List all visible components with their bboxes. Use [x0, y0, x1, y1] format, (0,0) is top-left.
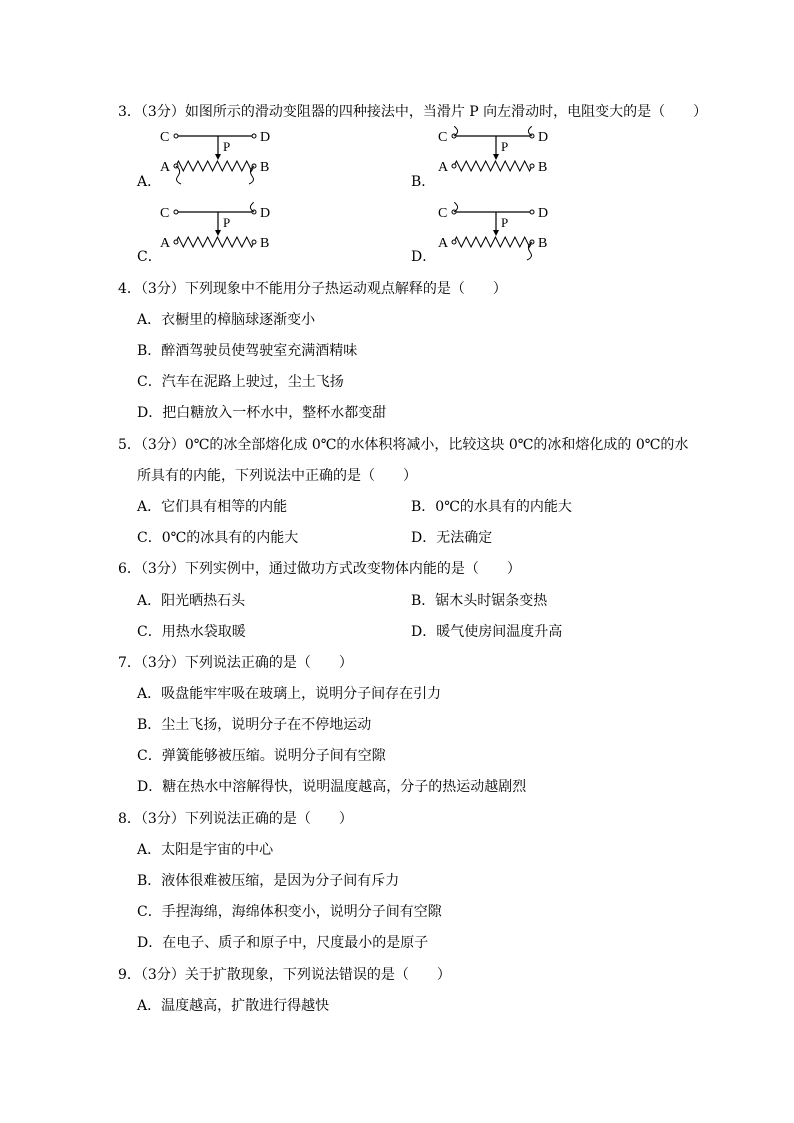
terminal-d-post [530, 210, 534, 214]
q8-option-c: C．手捏海绵，海绵体积变小，说明分子间有空隙 [137, 904, 442, 920]
terminal-b-label: B [538, 160, 548, 175]
q8-stem: 8．（3分）下列说法正确的是（ ） [118, 811, 353, 827]
q5-option-c: C．0℃的冰具有的内能大 [137, 530, 299, 546]
terminal-a-post [174, 240, 178, 244]
q6-option-a: A．阳光晒热石头 [137, 593, 246, 609]
slider-p-label: P [223, 139, 231, 154]
terminal-b-label: B [260, 160, 270, 175]
rheostat-diagram-b [436, 126, 556, 188]
rheostat-figure-b [436, 126, 556, 192]
terminal-a-post [452, 240, 456, 244]
terminal-b-label: B [260, 236, 270, 251]
q3-option-b-label: B． [411, 174, 436, 190]
q5-option-d: D．无法确定 [411, 530, 493, 546]
q3-stem: 3．（3分）如图所示的滑动变阻器的四种接法中，当滑片 P 向左滑动时，电阻变大的是（ ） [118, 104, 708, 120]
q7-option-d: D．糖在热水中溶解得快，说明温度越高，分子的热运动越剧烈 [137, 779, 527, 795]
slider-arrow [493, 154, 499, 160]
q3-option-c-label: C． [137, 249, 162, 265]
q5-stem: 5．（3分）0℃的冰全部熔化成 0℃的水体积将减小，比较这块 0℃的冰和熔化成的 0℃的水 [118, 437, 689, 453]
terminal-a-post [452, 164, 456, 168]
resistance-wire-coil [454, 161, 532, 171]
slider-arrow [493, 230, 499, 236]
rheostat-figure-a [158, 126, 278, 192]
q6-stem: 6．（3分）下列实例中，通过做功方式改变物体内能的是（ ） [118, 561, 521, 577]
lead-wire-b [527, 242, 532, 260]
terminal-c-post [174, 210, 178, 214]
terminal-a-label: A [438, 236, 449, 251]
terminal-c-label: C [160, 206, 170, 221]
slider-p-label: P [501, 215, 509, 230]
terminal-c-label: C [438, 130, 448, 145]
q4-option-d: D．把白糖放入一杯水中，整杯水都变甜 [137, 405, 387, 421]
q5-option-b: B．0℃的水具有的内能大 [411, 499, 572, 515]
terminal-c-label: C [160, 130, 170, 145]
rheostat-diagram-c [158, 202, 278, 264]
terminal-c-label: C [438, 206, 448, 221]
resistance-wire-coil [454, 237, 532, 247]
terminal-d-label: D [260, 206, 271, 221]
terminal-a-label: A [438, 160, 449, 175]
lead-wire-b [249, 166, 254, 184]
terminal-b-label: B [538, 236, 548, 251]
resistance-wire-coil [176, 237, 254, 247]
q6-option-c: C．用热水袋取暖 [137, 624, 246, 640]
slider-p-label: P [501, 139, 509, 154]
terminal-d-label: D [538, 206, 549, 221]
terminal-b-post [530, 164, 534, 168]
q9-stem: 9．（3分）关于扩散现象，下列说法错误的是（ ） [118, 967, 451, 983]
q6-option-b: B．锯木头时锯条变热 [411, 593, 548, 609]
q4-option-a: A．衣橱里的樟脑球逐渐变小 [137, 312, 316, 328]
q9-option-a: A．温度越高，扩散进行得越快 [137, 998, 330, 1014]
q4-option-b: B．醉酒驾驶员使驾驶室充满酒精味 [137, 343, 358, 359]
slider-p-label: P [223, 215, 231, 230]
q8-option-b: B．液体很难被压缩，是因为分子间有斥力 [137, 873, 400, 889]
q8-option-a: A．太阳是宇宙的中心 [137, 842, 274, 858]
terminal-b-post [252, 240, 256, 244]
q7-option-a: A．吸盘能牢牢吸在玻璃上，说明分子间存在引力 [137, 686, 442, 702]
rheostat-figure-c [158, 202, 278, 268]
q7-option-c: C．弹簧能够被压缩。说明分子间有空隙 [137, 748, 386, 764]
rheostat-diagram-a [158, 126, 278, 188]
q7-option-b: B．尘土飞扬，说明分子在不停地运动 [137, 717, 372, 733]
terminal-d-post [252, 134, 256, 138]
q4-stem: 4．（3分）下列现象中不能用分子热运动观点解释的是（ ） [118, 281, 507, 297]
terminal-d-label: D [538, 130, 549, 145]
terminal-c-post [174, 134, 178, 138]
q5-option-a: A．它们具有相等的内能 [137, 499, 288, 515]
rheostat-diagram-d [436, 202, 556, 264]
lead-wire-a [176, 166, 181, 184]
q3-option-a-label: A． [137, 174, 162, 190]
resistance-wire-coil [176, 161, 254, 171]
slider-arrow [215, 230, 221, 236]
q7-stem: 7．（3分）下列说法正确的是（ ） [118, 655, 353, 671]
q8-option-d: D．在电子、质子和原子中，尺度最小的是原子 [137, 935, 429, 951]
q5-stem-continued: 所具有的内能，下列说法中正确的是（ ） [137, 468, 417, 484]
q3-option-d-label: D． [411, 249, 437, 265]
q6-option-d: D．暖气使房间温度升高 [411, 624, 563, 640]
terminal-d-label: D [260, 130, 271, 145]
terminal-a-label: A [160, 236, 171, 251]
slider-arrow [215, 154, 221, 160]
terminal-a-label: A [160, 160, 171, 175]
rheostat-figure-d [436, 202, 556, 268]
q4-option-c: C．汽车在泥路上驶过，尘土飞扬 [137, 374, 344, 390]
